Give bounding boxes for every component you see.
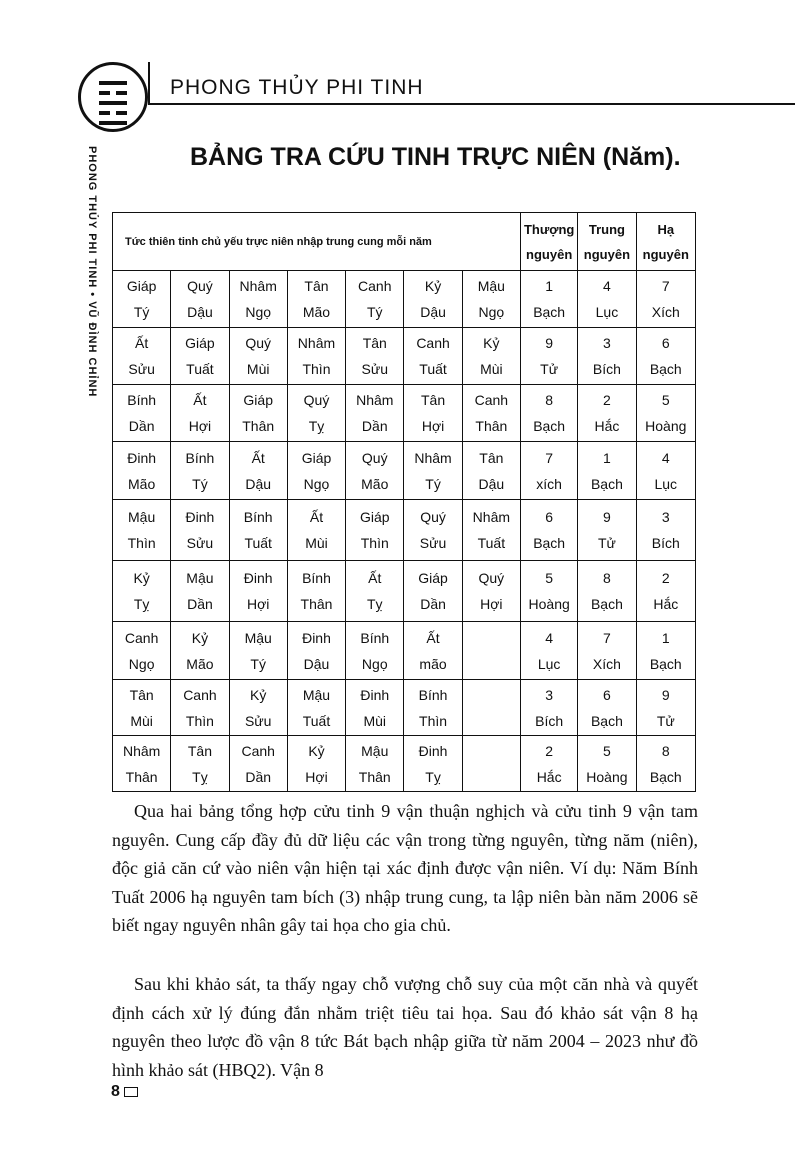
cell-top-text: 4 — [545, 629, 554, 646]
cell-top-text: Ất — [135, 335, 149, 351]
cell-top-text: Canh — [241, 742, 275, 759]
year-cell — [287, 385, 345, 442]
year-cell — [404, 442, 462, 500]
cell-bottom-text: Tý — [192, 475, 208, 492]
cell-top-text: Giáp — [185, 335, 215, 351]
cell-bottom-text: Hợi — [188, 418, 212, 434]
cell-top-text: Mậu — [302, 686, 331, 703]
cell-top-text: Bính — [418, 686, 448, 703]
cell-bottom-text: Mão — [302, 304, 331, 320]
cell-bottom-text: Tỵ — [425, 768, 441, 785]
year-cell — [229, 271, 287, 328]
year-cell — [113, 442, 171, 500]
cell-top-text: Đinh — [302, 629, 331, 646]
year-cell — [171, 500, 229, 561]
cell-top-text: Tân — [304, 278, 329, 294]
year-cell — [346, 736, 404, 792]
star-cell — [521, 271, 578, 328]
year-cell — [346, 271, 404, 328]
year-cell — [113, 561, 171, 622]
cell-bottom-text: Sửu — [186, 535, 214, 551]
year-cell — [171, 736, 229, 792]
header-divider — [150, 103, 795, 105]
cell-bottom-text: Hắc — [653, 596, 679, 612]
cell-top-text: Đinh — [185, 509, 215, 525]
cell-bottom-text: Hợi — [305, 768, 328, 785]
cell-bottom-text: Mão — [128, 475, 156, 492]
cell-bottom-text: Hoàng — [645, 418, 687, 434]
cell-bottom-text: Bích — [592, 361, 621, 377]
cell-bottom-text: Thân — [125, 768, 158, 785]
cell-top-text: 6 — [603, 686, 611, 703]
body-paragraph-2: Sau khi khảo sát, ta thấy ngay chỗ vượng chỗ suy của một căn nhà và quyết định cách xử lý đúng đắn nhằm triệt tiêu tai họa. Sau đó khảo sát vận 8 hạ nguyên theo lược đồ vận 8 tức Bát bạch nhập giữa từ năm 2004 – 2023 như đồ hình khảo sát (HBQ2). Vận 8 — [112, 974, 698, 1080]
cell-bottom-text: Lục — [654, 475, 678, 492]
table-row — [113, 271, 696, 328]
cell-top-text: Quý — [303, 392, 330, 408]
cell-top-text: 2 — [545, 742, 554, 759]
cell-top-text: Quý — [245, 335, 272, 351]
cell-bottom-text: Bạch — [649, 655, 682, 672]
cell-top-text: 9 — [603, 509, 611, 525]
year-cell — [113, 736, 171, 792]
star-cell — [578, 385, 636, 442]
cell-top-text: Canh — [416, 335, 450, 351]
cell-top-text: 9 — [545, 335, 554, 351]
cell-top-text: Tân — [129, 686, 154, 703]
cell-top-text: 7 — [545, 449, 554, 466]
cell-bottom-text: Ngọ — [128, 655, 155, 672]
cell-bottom-text: Mùi — [130, 712, 153, 729]
cell-bottom-text: Tỵ — [133, 596, 150, 612]
year-cell — [171, 561, 229, 622]
cell-bottom-text: Thìn — [302, 361, 331, 377]
year-cell — [287, 680, 345, 736]
year-cell — [287, 500, 345, 561]
cell-bottom-text: Dần — [361, 418, 388, 434]
cell-bottom-text: Mão — [361, 475, 389, 492]
cell-bottom-text: Mùi — [363, 712, 387, 729]
cell-top-text: Quý — [361, 449, 388, 466]
cell-top-text: Mậu — [128, 509, 156, 525]
cell-bottom-text: Bạch — [590, 475, 623, 492]
cell-top-text: Bính — [243, 509, 273, 525]
cell-bottom-text: Lục — [537, 655, 561, 672]
star-cell — [578, 442, 636, 500]
cell-top-text: 6 — [661, 335, 670, 351]
year-cell — [462, 680, 520, 736]
cell-bottom-text: Thân — [300, 596, 333, 612]
page-number: 8 — [111, 1083, 120, 1100]
cell-bottom-text: Sửu — [244, 712, 272, 729]
star-cell — [636, 328, 695, 385]
cell-top-text: Ất — [251, 449, 265, 466]
cell-top-text: Canh — [183, 686, 217, 703]
year-cell — [346, 328, 404, 385]
cell-bottom-text: Xích — [592, 655, 621, 672]
cell-top-text: Giáp — [126, 278, 157, 294]
cell-top-text: Kỷ — [308, 742, 325, 759]
cell-bottom-text: Hoàng — [586, 768, 628, 785]
year-cell — [171, 622, 229, 680]
cell-top-text: 2 — [661, 570, 670, 586]
cell-top-text: 1 — [545, 278, 554, 294]
cell-bottom-text: Dậu — [303, 655, 330, 672]
star-cell — [636, 385, 695, 442]
year-cell — [229, 561, 287, 622]
cell-top-text: Nhâm — [122, 742, 161, 759]
year-cell — [346, 442, 404, 500]
cell-top-text: Mậu — [361, 742, 389, 759]
cell-top-text: Kỷ — [424, 278, 442, 294]
cell-top-text: Nhâm — [297, 335, 336, 351]
book-icon — [124, 1087, 138, 1097]
year-cell — [229, 385, 287, 442]
cell-bottom-text: Hợi — [421, 418, 445, 434]
cell-top-text: Giáp — [418, 570, 448, 586]
cell-top-text: 8 — [545, 392, 554, 408]
cell-top-text: Ất — [193, 392, 207, 408]
year-cell — [171, 328, 229, 385]
cell-bottom-text: Tuất — [419, 361, 447, 377]
table-row — [113, 561, 696, 622]
star-cell — [636, 500, 695, 561]
year-cell — [113, 500, 171, 561]
star-cell — [521, 736, 578, 792]
cell-top-text: Ất — [368, 570, 382, 586]
year-cell — [404, 680, 462, 736]
year-cell — [404, 328, 462, 385]
table-row — [113, 622, 696, 680]
cell-bottom-text: Tý — [250, 655, 266, 672]
cell-bottom-text: xích — [536, 475, 562, 492]
cell-bottom-text: Dần — [245, 768, 272, 785]
year-cell — [287, 328, 345, 385]
year-cell — [462, 328, 520, 385]
star-cell — [636, 736, 695, 792]
cell-top-text: 8 — [661, 742, 670, 759]
year-cell — [346, 385, 404, 442]
cell-bottom-text: Bạch — [649, 768, 682, 785]
cell-top-text: Tân — [479, 449, 504, 466]
cell-top-text: 3 — [545, 686, 554, 703]
star-cell — [578, 561, 636, 622]
cell-bottom-text: Ngọ — [361, 655, 388, 672]
year-cell — [346, 680, 404, 736]
cell-bottom-text: Mùi — [480, 361, 503, 377]
cell-top-text: 3 — [661, 509, 670, 525]
cell-bottom-text: Mùi — [305, 535, 328, 551]
star-cell — [636, 680, 695, 736]
cell-top-text: Tân — [420, 392, 446, 408]
running-header-title: PHONG THỦY PHI TINH — [170, 76, 424, 99]
cell-top-text: Tân — [362, 335, 387, 351]
star-cell — [578, 622, 636, 680]
cell-bottom-text: Ngọ — [303, 475, 330, 492]
table-row — [113, 385, 696, 442]
year-cell — [287, 622, 345, 680]
cell-bottom-text: Bạch — [590, 712, 623, 729]
star-cell — [636, 622, 695, 680]
cell-bottom-text: Tý — [366, 304, 383, 320]
star-cell — [521, 500, 578, 561]
cell-top-text: Canh — [124, 629, 159, 646]
cell-bottom-text: Tỵ — [366, 596, 383, 612]
year-cell — [287, 561, 345, 622]
body-paragraph-1: Qua hai bảng tổng hợp cửu tinh 9 vận thuận nghịch và cửu tinh 9 vận tam nguyên. Cung cấp đầy đủ dữ liệu các vận trong từng nguyên, từng năm (niên), độc giả căn cứ vào niên vận hiện tại xác định được vận niên. Ví dụ: Năm Bính Tuất 2006 hạ nguyên tam bích (3) nhập trung cung, ta lập niên bàn năm 2006 sẽ biết ngay nguyên nhân gây tai họa cho gia chủ. — [112, 801, 698, 935]
table-row — [113, 442, 696, 500]
cell-bottom-text: Thìn — [185, 712, 214, 729]
year-cell — [229, 328, 287, 385]
cell-top-text: Giáp — [301, 449, 332, 466]
side-running-text: PHONG THỦY PHI TINH • VŨ ĐÌNH CHỈNH — [86, 146, 98, 398]
cell-top-text: Bính — [302, 570, 331, 586]
table-header-row — [113, 213, 696, 271]
year-cell — [171, 680, 229, 736]
table-description: Tức thiên tinh chủ yếu trực niên nhập trung cung mỗi năm — [113, 213, 521, 271]
cell-bottom-text: Dần — [128, 418, 155, 434]
cell-top-text: 7 — [603, 629, 611, 646]
cell-top-text: Kỷ — [483, 335, 500, 351]
year-cell — [462, 561, 520, 622]
year-cell — [462, 500, 520, 561]
table-row — [113, 680, 696, 736]
year-cell — [113, 271, 171, 328]
star-cell — [521, 561, 578, 622]
cell-bottom-text: Dần — [187, 596, 213, 612]
cell-bottom-text: Tử — [656, 712, 675, 729]
cell-top-text: Đinh — [418, 742, 448, 759]
cell-bottom-text: Thìn — [360, 535, 389, 551]
cell-top-text: Quý — [187, 278, 213, 294]
year-cell — [404, 271, 462, 328]
cell-bottom-text: Tuất — [244, 535, 272, 551]
cell-bottom-text: Dậu — [245, 475, 272, 492]
cell-top-text: 6 — [545, 509, 554, 525]
cell-top-text: Giáp — [243, 392, 273, 408]
cell-top-text: Bính — [360, 629, 390, 646]
cell-bottom-text: Tý — [425, 475, 441, 492]
cell-top-text: Giáp — [359, 509, 390, 525]
table-row — [113, 500, 696, 561]
cell-top-text: Ất — [426, 629, 440, 646]
year-cell — [404, 622, 462, 680]
year-cell — [113, 622, 171, 680]
year-cell — [346, 622, 404, 680]
cell-bottom-text: Tuất — [477, 535, 506, 551]
cell-top-text: 4 — [603, 278, 611, 294]
year-cell — [171, 271, 229, 328]
year-cell — [113, 680, 171, 736]
trigram-logo — [78, 62, 148, 132]
cell-top-text: 8 — [603, 570, 611, 586]
cell-top-text: 1 — [661, 629, 670, 646]
cell-top-text: Mậu — [477, 278, 505, 294]
cell-top-text: 5 — [545, 570, 554, 586]
year-cell — [346, 561, 404, 622]
year-cell — [404, 561, 462, 622]
cell-top-text: Quý — [478, 570, 505, 586]
header-thuong-nguyen: Thượng nguyên — [521, 213, 578, 271]
cell-bottom-text: Tử — [597, 535, 616, 551]
star-cell — [636, 561, 695, 622]
cell-bottom-text: Tỵ — [192, 768, 208, 785]
cell-bottom-text: Sửu — [128, 361, 155, 377]
year-cell — [113, 328, 171, 385]
cell-top-text: Nhâm — [239, 278, 277, 294]
year-cell — [229, 442, 287, 500]
cell-top-text: 9 — [661, 686, 670, 703]
header-trung-nguyen: Trung nguyên — [578, 213, 636, 271]
cell-top-text: Canh — [474, 392, 509, 408]
cell-bottom-text: Thân — [475, 418, 508, 434]
star-cell — [578, 680, 636, 736]
cell-top-text: 5 — [661, 392, 670, 408]
star-lookup-table — [112, 212, 696, 792]
cell-bottom-text: Hợi — [480, 596, 503, 612]
cell-top-text: Tân — [187, 742, 212, 759]
cell-top-text: Kỷ — [250, 686, 267, 703]
year-cell — [462, 385, 520, 442]
cell-top-text: Bính — [127, 392, 157, 408]
cell-bottom-text: Hắc — [536, 768, 562, 785]
star-cell — [578, 736, 636, 792]
cell-bottom-text: Thìn — [419, 712, 448, 729]
trigram-icon — [99, 81, 127, 131]
cell-bottom-text: Ngọ — [478, 304, 505, 320]
cell-top-text: Mậu — [186, 570, 214, 586]
star-cell — [636, 442, 695, 500]
star-cell — [521, 622, 578, 680]
year-cell — [229, 622, 287, 680]
star-cell — [521, 385, 578, 442]
cell-top-text: Nhâm — [472, 509, 511, 525]
cell-top-text: Đinh — [127, 449, 157, 466]
year-cell — [404, 385, 462, 442]
cell-bottom-text: Xích — [651, 304, 680, 320]
year-cell — [462, 622, 520, 680]
cell-bottom-text: Bạch — [533, 418, 566, 434]
year-cell — [171, 442, 229, 500]
cell-bottom-text: Ngọ — [245, 304, 272, 320]
cell-bottom-text: Tý — [133, 304, 150, 320]
year-cell — [287, 442, 345, 500]
year-cell — [229, 736, 287, 792]
year-cell — [462, 271, 520, 328]
cell-bottom-text: Bạch — [533, 535, 566, 551]
star-cell — [578, 271, 636, 328]
cell-bottom-text: Hắc — [594, 418, 620, 434]
cell-top-text: Nhâm — [356, 392, 394, 408]
cell-top-text: Mậu — [244, 629, 272, 646]
cell-top-text: Kỷ — [133, 570, 150, 586]
year-cell — [113, 385, 171, 442]
cell-bottom-text: Hợi — [247, 596, 270, 612]
cell-bottom-text: Tuất — [302, 712, 331, 729]
cell-bottom-text: Thìn — [127, 535, 156, 551]
cell-bottom-text: Tử — [540, 361, 559, 377]
cell-bottom-text: mão — [419, 655, 447, 672]
cell-bottom-text: Hoàng — [528, 596, 570, 612]
year-cell — [229, 680, 287, 736]
year-cell — [346, 500, 404, 561]
cell-top-text: 1 — [603, 449, 611, 466]
year-cell — [462, 442, 520, 500]
star-cell — [578, 500, 636, 561]
cell-top-text: Đinh — [243, 570, 273, 586]
year-cell — [404, 736, 462, 792]
cell-bottom-text: Dần — [420, 596, 446, 612]
year-cell — [171, 385, 229, 442]
cell-bottom-text: Bạch — [649, 361, 682, 377]
cell-bottom-text: Bạch — [533, 304, 566, 320]
cell-bottom-text: Thân — [242, 418, 275, 434]
cell-top-text: Bính — [185, 449, 215, 466]
cell-top-text: Ất — [309, 509, 324, 525]
cell-bottom-text: Bích — [535, 712, 564, 729]
cell-top-text: Quý — [420, 509, 446, 525]
table-row — [113, 328, 696, 385]
year-cell — [404, 500, 462, 561]
cell-bottom-text: Mùi — [246, 361, 270, 377]
cell-top-text: Đinh — [360, 686, 390, 703]
cell-top-text: 2 — [603, 392, 611, 408]
cell-top-text: 3 — [603, 335, 611, 351]
year-cell — [462, 736, 520, 792]
cell-top-text: 4 — [661, 449, 670, 466]
table-title: BẢNG TRA CỨU TINH TRỰC NIÊN (Năm). — [190, 143, 681, 171]
cell-bottom-text: Lục — [595, 304, 619, 320]
star-cell — [521, 680, 578, 736]
cell-top-text: Canh — [358, 278, 392, 294]
cell-bottom-text: Dậu — [420, 304, 446, 320]
cell-bottom-text: Sửu — [419, 535, 447, 551]
cell-bottom-text: Bạch — [590, 596, 623, 612]
year-cell — [287, 271, 345, 328]
cell-bottom-text: Thân — [358, 768, 391, 785]
cell-top-text: 7 — [661, 278, 670, 294]
year-cell — [287, 736, 345, 792]
cell-top-text: Nhâm — [414, 449, 452, 466]
cell-top-text: 5 — [603, 742, 611, 759]
cell-bottom-text: Dậu — [478, 475, 505, 492]
cell-bottom-text: Sửu — [361, 361, 389, 377]
cell-bottom-text: Tỵ — [308, 418, 325, 434]
star-cell — [578, 328, 636, 385]
cell-bottom-text: Dậu — [187, 304, 213, 320]
table-row — [113, 736, 696, 792]
cell-bottom-text: Tuất — [186, 361, 214, 377]
star-cell — [521, 442, 578, 500]
table-body — [113, 271, 696, 792]
header-ha-nguyen: Hạ nguyên — [636, 213, 695, 271]
cell-bottom-text: Mão — [186, 655, 214, 672]
star-cell — [636, 271, 695, 328]
header-divider-vertical — [148, 62, 150, 105]
cell-top-text: Kỷ — [191, 629, 209, 646]
year-cell — [229, 500, 287, 561]
star-cell — [521, 328, 578, 385]
cell-bottom-text: Bích — [651, 535, 680, 551]
